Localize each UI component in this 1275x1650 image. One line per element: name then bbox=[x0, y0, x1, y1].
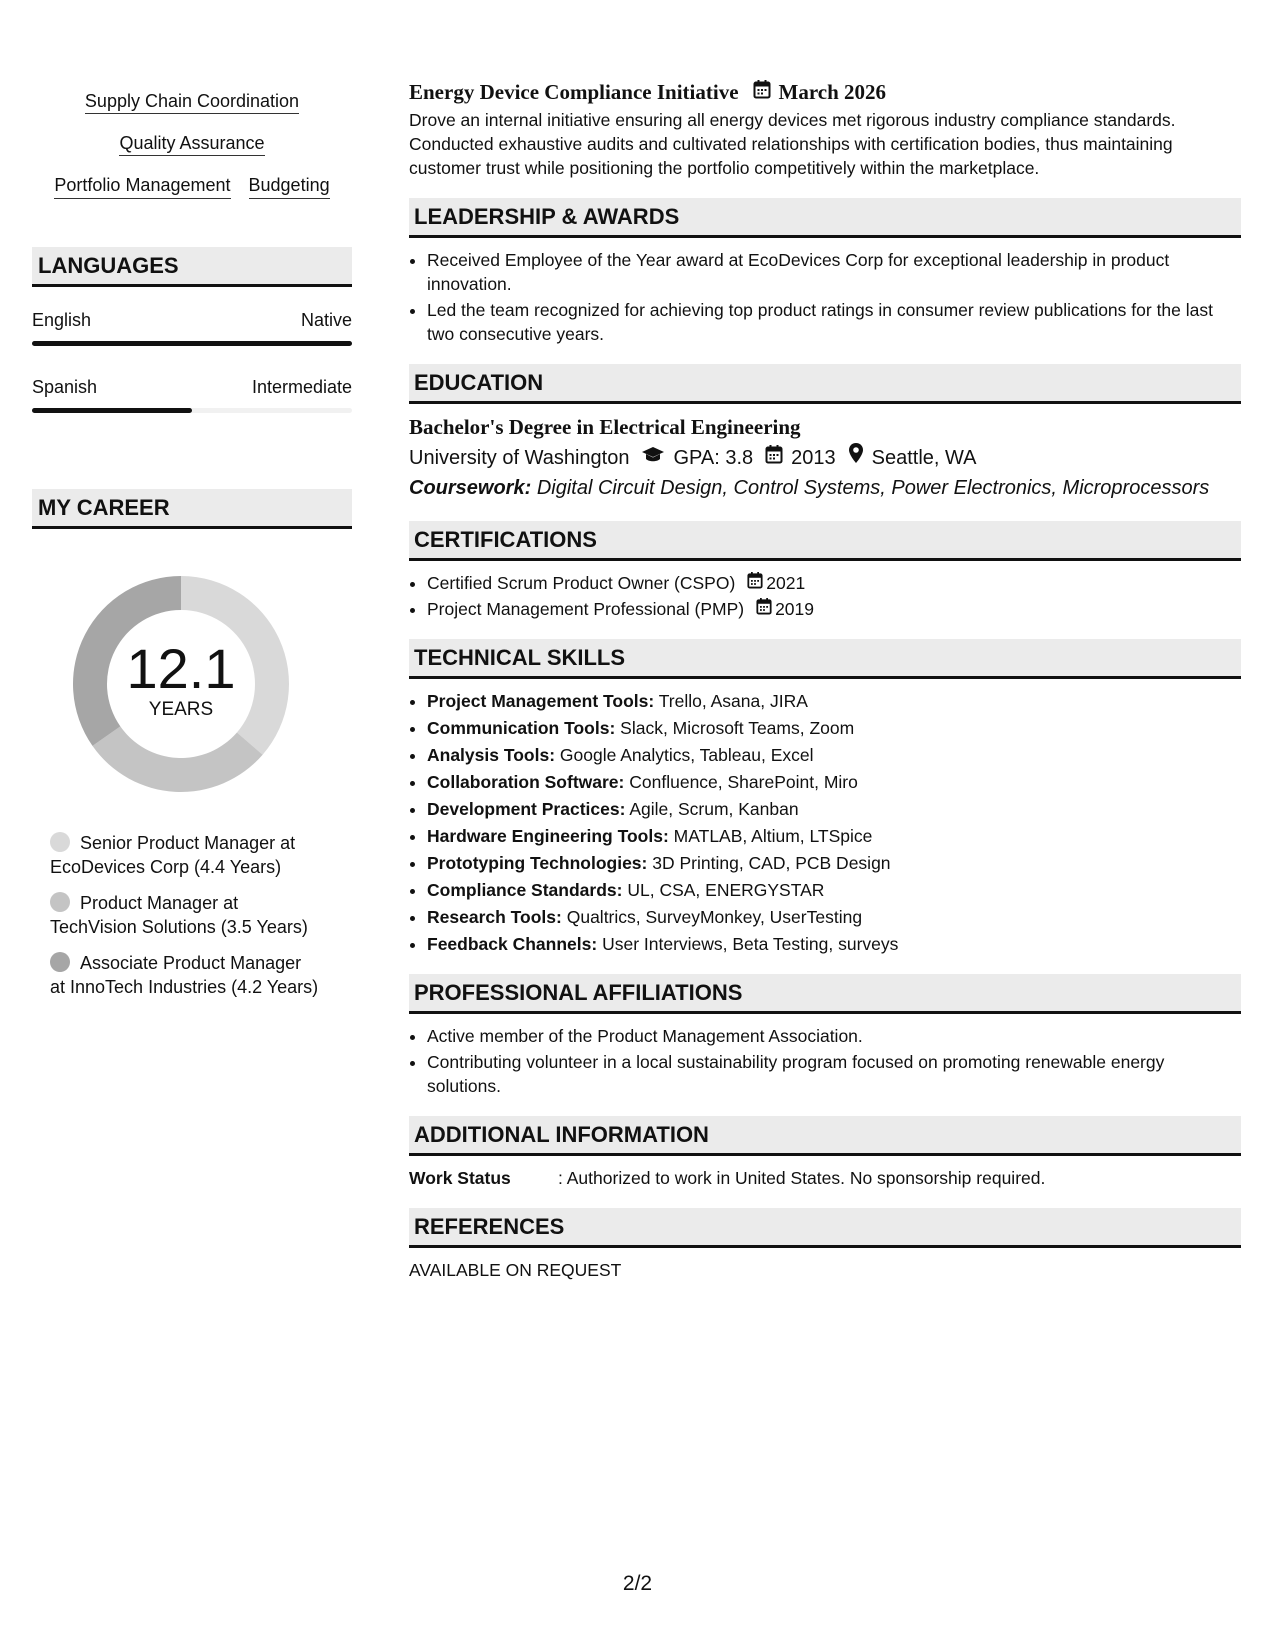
career-heading: MY CAREER bbox=[32, 489, 352, 529]
education-year: 2013 bbox=[791, 446, 836, 469]
certification-name: • Certified Scrum Product Owner (CSPO) bbox=[427, 573, 736, 593]
career-item bbox=[50, 831, 320, 879]
sidebar bbox=[32, 84, 352, 1011]
language-bar-fill bbox=[32, 408, 192, 413]
language-name: English bbox=[32, 310, 92, 330]
technical-skills-heading: TECHNICAL SKILLS bbox=[409, 639, 1241, 679]
calendar-icon bbox=[753, 78, 771, 106]
skill-value: Google Analytics, Tableau, Excel bbox=[559, 745, 814, 765]
project-title-row bbox=[409, 78, 1241, 106]
career-label: Associate Product Manager at InnoTech Industries (4.2 Years) bbox=[50, 953, 319, 997]
skill-label: Feedback Channels: bbox=[427, 934, 598, 954]
technical-skills-list bbox=[409, 689, 1241, 956]
certification-year: 2019 bbox=[775, 599, 815, 619]
list-item bbox=[427, 689, 1241, 713]
list-item bbox=[427, 851, 1241, 875]
education-gpa: GPA: 3.8 bbox=[673, 446, 754, 469]
language-spanish bbox=[32, 376, 352, 413]
project-description: Drove an internal initiative ensuring all energy devices met rigorous industry compliance standards. Conducted exhaustive audits and cultivated relationships with certification bodies, thus maintaining customer trust while positioning the portfolio competitively within the marketplace. bbox=[409, 110, 1176, 178]
list-item: • Led the team recognized for achieving top product ratings in consumer review publications for the last two consecutive years. bbox=[427, 298, 1241, 346]
list-item bbox=[427, 597, 1241, 621]
affiliations-heading: PROFESSIONAL AFFILIATIONS bbox=[409, 974, 1241, 1014]
skill-label: Hardware Engineering Tools: bbox=[427, 826, 669, 846]
career-unit: YEARS bbox=[148, 699, 214, 720]
language-english bbox=[32, 309, 352, 346]
calendar-icon bbox=[747, 571, 763, 595]
legend-dot bbox=[50, 832, 70, 852]
page-number: 2/2 bbox=[622, 1572, 653, 1595]
list-item: • Received Employee of the Year award at EcoDevices Corp for exceptional leadership in product innovation. bbox=[427, 248, 1241, 296]
coursework-text: Digital Circuit Design, Control Systems, Power Electronics, Microprocessors bbox=[536, 477, 1210, 499]
affiliations-list bbox=[409, 1024, 1241, 1098]
education-heading: EDUCATION bbox=[409, 364, 1241, 404]
work-status-label: Work Status bbox=[409, 1168, 511, 1188]
work-status-row bbox=[409, 1166, 1241, 1190]
skill-row bbox=[32, 132, 352, 154]
donut-center bbox=[66, 569, 296, 799]
skill-label: Analysis Tools: bbox=[427, 745, 556, 765]
skill-label: Prototyping Technologies: bbox=[427, 853, 648, 873]
legend-dot bbox=[50, 892, 70, 912]
certifications-heading: CERTIFICATIONS bbox=[409, 521, 1241, 561]
list-item bbox=[427, 932, 1241, 956]
skill-value: Trello, Asana, JIRA bbox=[658, 691, 808, 711]
education-school: University of Washington bbox=[409, 446, 630, 469]
skill-value: Qualtrics, SurveyMonkey, UserTesting bbox=[566, 907, 863, 927]
leadership-list bbox=[409, 248, 1241, 346]
language-bar bbox=[32, 341, 352, 346]
skill-value: User Interviews, Beta Testing, surveys bbox=[602, 934, 899, 954]
career-label: Product Manager at TechVision Solutions (3.5 Years) bbox=[50, 893, 308, 937]
list-item bbox=[427, 905, 1241, 929]
calendar-icon bbox=[756, 597, 772, 621]
skill-label: Compliance Standards: bbox=[427, 880, 623, 900]
career-donut bbox=[66, 569, 296, 799]
skill-label: Communication Tools: bbox=[427, 718, 616, 738]
education-location: Seattle, WA bbox=[871, 446, 977, 469]
leadership-heading: LEADERSHIP & AWARDS bbox=[409, 198, 1241, 238]
certification-name: • Project Management Professional (PMP) bbox=[427, 599, 745, 619]
skill-row bbox=[32, 90, 352, 112]
language-bar-fill bbox=[32, 341, 352, 346]
coursework-label: Coursework: bbox=[409, 477, 532, 499]
education-details bbox=[409, 442, 1241, 473]
legend-dot bbox=[50, 952, 70, 972]
languages-heading: LANGUAGES bbox=[32, 247, 352, 287]
list-item bbox=[427, 571, 1241, 595]
references-text: AVAILABLE ON REQUEST bbox=[409, 1260, 622, 1280]
list-item bbox=[427, 878, 1241, 902]
skill-tag: Supply Chain Coordination bbox=[85, 91, 299, 114]
skill-label: Project Management Tools: bbox=[427, 691, 655, 711]
skill-value: MATLAB, Altium, LTSpice bbox=[673, 826, 873, 846]
list-item: • Contributing volunteer in a local sustainability program focused on promoting renewable energy solutions. bbox=[427, 1050, 1241, 1098]
graduation-cap-icon bbox=[641, 443, 665, 473]
language-name: Spanish bbox=[32, 377, 98, 397]
skill-label: Development Practices: bbox=[427, 799, 626, 819]
skill-value: UL, CSA, ENERGYSTAR bbox=[627, 880, 825, 900]
references-heading: REFERENCES bbox=[409, 1208, 1241, 1248]
education-degree: Bachelor's Degree in Electrical Engineering bbox=[409, 415, 801, 439]
career-item bbox=[50, 891, 320, 939]
skill-label: Collaboration Software: bbox=[427, 772, 625, 792]
language-bar bbox=[32, 408, 352, 413]
language-level: Native bbox=[300, 310, 352, 330]
project-date: March 2026 bbox=[778, 80, 887, 104]
language-level: Intermediate bbox=[251, 377, 352, 397]
education-coursework bbox=[409, 473, 1241, 503]
skill-tag: Portfolio Management bbox=[54, 174, 230, 199]
certification-year: 2021 bbox=[766, 573, 806, 593]
career-item bbox=[50, 951, 320, 999]
skill-value: 3D Printing, CAD, PCB Design bbox=[652, 853, 891, 873]
skill-value: Confluence, SharePoint, Miro bbox=[629, 772, 858, 792]
skill-tag: Budgeting bbox=[249, 174, 330, 199]
list-item bbox=[427, 797, 1241, 821]
career-label: Senior Product Manager at EcoDevices Corp (4.4 Years) bbox=[50, 833, 296, 877]
skill-tag: Quality Assurance bbox=[119, 133, 264, 156]
list-item bbox=[427, 716, 1241, 740]
work-status-value: : Authorized to work in United States. No sponsorship required. bbox=[558, 1168, 1046, 1188]
skill-value: Agile, Scrum, Kanban bbox=[629, 799, 799, 819]
list-item bbox=[427, 770, 1241, 794]
calendar-icon bbox=[765, 443, 783, 473]
career-legend bbox=[32, 831, 352, 999]
list-item: • Active member of the Product Management Association. bbox=[427, 1024, 1241, 1048]
main-content bbox=[409, 78, 1241, 1282]
skills-tags bbox=[32, 84, 352, 199]
skill-value: Slack, Microsoft Teams, Zoom bbox=[620, 718, 855, 738]
list-item bbox=[427, 824, 1241, 848]
additional-info-heading: ADDITIONAL INFORMATION bbox=[409, 1116, 1241, 1156]
list-item bbox=[427, 743, 1241, 767]
career-total: 12.1 bbox=[126, 637, 236, 700]
skill-label: Research Tools: bbox=[427, 907, 562, 927]
certifications-list bbox=[409, 571, 1241, 621]
location-pin-icon bbox=[848, 442, 864, 473]
project-title: Energy Device Compliance Initiative bbox=[409, 80, 739, 104]
